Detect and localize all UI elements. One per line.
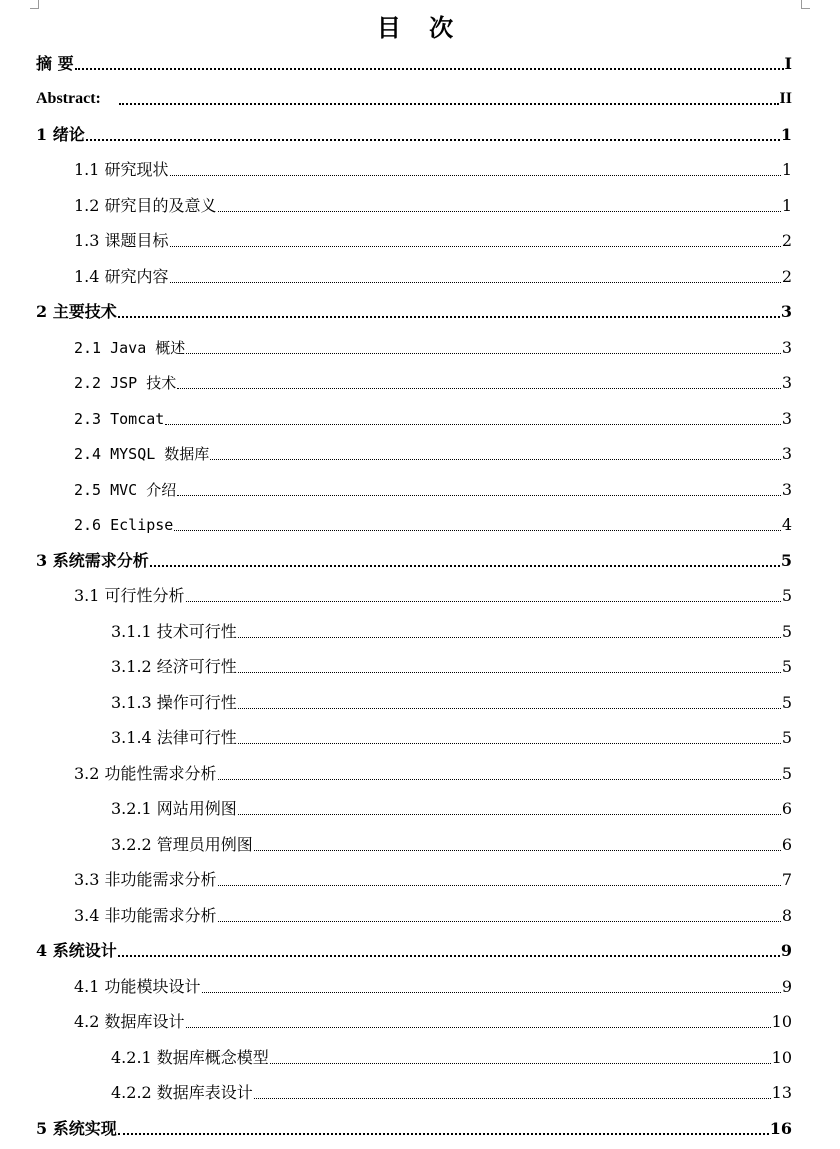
toc-entry[interactable] bbox=[74, 227, 792, 251]
dot-leader bbox=[202, 992, 781, 993]
dot-leader bbox=[86, 139, 780, 141]
toc-title: 目 次 bbox=[376, 13, 464, 42]
dot-leader bbox=[170, 246, 781, 247]
toc-entry-label: 3.3 非功能需求分析 bbox=[74, 870, 217, 889]
toc-entry-label: 4.2.2 数据库表设计 bbox=[111, 1083, 253, 1102]
toc-entry[interactable] bbox=[111, 1079, 792, 1103]
toc-entry-page: 9 bbox=[781, 977, 792, 996]
toc-entry[interactable] bbox=[74, 476, 792, 500]
toc-entry-label: 2.6 Eclipse bbox=[74, 516, 174, 534]
toc-entry-page: 3 bbox=[780, 302, 792, 321]
toc-entry[interactable] bbox=[111, 831, 792, 855]
toc-entry-label: 2 主要技术 bbox=[36, 302, 117, 321]
toc-entry-page: 9 bbox=[780, 941, 792, 960]
toc-entry-page: II bbox=[779, 90, 792, 107]
toc-entry[interactable] bbox=[36, 85, 792, 109]
toc-entry-page: 13 bbox=[771, 1083, 792, 1102]
dot-leader bbox=[186, 601, 781, 602]
toc-entry-page: 3 bbox=[781, 480, 792, 499]
toc-entry[interactable] bbox=[74, 760, 792, 784]
toc-entry-page: 5 bbox=[781, 657, 792, 676]
toc-entry-label: 4.2.1 数据库概念模型 bbox=[111, 1048, 269, 1067]
toc-entry-label: 4.1 功能模块设计 bbox=[74, 977, 201, 996]
toc-entry[interactable] bbox=[36, 937, 792, 961]
dot-leader bbox=[218, 885, 781, 886]
dot-leader bbox=[75, 68, 784, 70]
dot-leader bbox=[170, 282, 781, 283]
toc-entry[interactable] bbox=[36, 298, 792, 322]
dot-leader bbox=[118, 316, 780, 318]
dot-leader bbox=[270, 1063, 771, 1064]
toc-entry-label: 2.2 JSP 技术 bbox=[74, 374, 177, 392]
toc-entry-page: 8 bbox=[781, 906, 792, 925]
toc-entry-page: 7 bbox=[781, 870, 792, 889]
toc-entry-page: 1 bbox=[781, 196, 792, 215]
toc-entry[interactable] bbox=[74, 1008, 792, 1032]
toc-entry[interactable] bbox=[111, 724, 792, 748]
toc-entry-label: 4.2 数据库设计 bbox=[74, 1012, 185, 1031]
dot-leader bbox=[174, 530, 780, 531]
toc-entry-label: 1.1 研究现状 bbox=[74, 160, 169, 179]
toc-entry[interactable] bbox=[74, 582, 792, 606]
dot-leader bbox=[254, 1098, 771, 1099]
toc-entry[interactable] bbox=[36, 547, 792, 571]
toc-entry-page: 6 bbox=[781, 835, 792, 854]
toc-entry[interactable] bbox=[74, 334, 792, 358]
toc-entry-label: 2.3 Tomcat bbox=[74, 410, 165, 428]
dot-leader bbox=[170, 175, 781, 176]
toc-entry-page: 3 bbox=[781, 373, 792, 392]
toc-entry[interactable] bbox=[74, 440, 792, 464]
toc-entry[interactable] bbox=[111, 689, 792, 713]
toc-entry-label: 1 绪论 bbox=[36, 125, 85, 144]
toc-entry-page: 2 bbox=[781, 267, 792, 286]
toc-entry[interactable] bbox=[111, 653, 792, 677]
toc-entry-page: 5 bbox=[781, 764, 792, 783]
toc-entry-page: 1 bbox=[780, 125, 792, 144]
toc-entry[interactable] bbox=[74, 405, 792, 429]
toc-entry-label: 3.4 非功能需求分析 bbox=[74, 906, 217, 925]
toc-entry[interactable] bbox=[36, 1115, 792, 1139]
toc-entry-label: 1.4 研究内容 bbox=[74, 267, 169, 286]
toc-entry[interactable] bbox=[111, 795, 792, 819]
toc-entry-label: 3.1.1 技术可行性 bbox=[111, 622, 237, 641]
toc-entry[interactable] bbox=[74, 973, 792, 997]
toc-entry-page: 1 bbox=[781, 160, 792, 179]
toc-entry-page: 2 bbox=[781, 231, 792, 250]
toc-entry-page: 3 bbox=[781, 338, 792, 357]
toc-entry-label: 3.1.3 操作可行性 bbox=[111, 693, 237, 712]
toc-entry-label: 2.1 Java 概述 bbox=[74, 339, 186, 357]
toc-entry-page: 5 bbox=[781, 693, 792, 712]
toc-entry-page: 5 bbox=[780, 551, 792, 570]
dot-leader bbox=[210, 459, 781, 460]
dot-leader bbox=[118, 955, 780, 957]
toc-entry[interactable] bbox=[74, 263, 792, 287]
toc-entry-label: 3.1 可行性分析 bbox=[74, 586, 185, 605]
dot-leader bbox=[238, 672, 781, 673]
toc-entry[interactable] bbox=[74, 902, 792, 926]
dot-leader bbox=[218, 779, 781, 780]
toc-entry[interactable] bbox=[74, 511, 792, 535]
toc-entry-page: 3 bbox=[781, 444, 792, 463]
toc-entry-label: 2.4 MYSQL 数据库 bbox=[74, 445, 210, 463]
dot-leader bbox=[119, 103, 779, 105]
dot-leader bbox=[254, 850, 781, 851]
toc-entry-page: 5 bbox=[781, 622, 792, 641]
toc-entry[interactable] bbox=[111, 618, 792, 642]
toc-entry-label: 摘 要 bbox=[36, 54, 74, 73]
dot-leader bbox=[118, 1133, 769, 1135]
dot-leader bbox=[186, 1027, 771, 1028]
toc-entry[interactable] bbox=[74, 369, 792, 393]
toc-entry-page: 5 bbox=[781, 728, 792, 747]
dot-leader bbox=[177, 495, 781, 496]
dot-leader bbox=[238, 743, 781, 744]
toc-entry-label: 3.1.4 法律可行性 bbox=[111, 728, 237, 747]
toc-entry-page: 16 bbox=[769, 1119, 792, 1138]
toc-entry-page: 6 bbox=[781, 799, 792, 818]
dot-leader bbox=[218, 921, 781, 922]
toc-entry-label: Abstract: bbox=[36, 90, 101, 107]
toc-entry-label: 5 系统实现 bbox=[36, 1119, 117, 1138]
toc-entry[interactable] bbox=[74, 192, 792, 216]
dot-leader bbox=[238, 814, 781, 815]
toc-entry-page: 5 bbox=[781, 586, 792, 605]
dot-leader bbox=[186, 353, 781, 354]
toc-entry[interactable] bbox=[74, 156, 792, 180]
toc-entry[interactable] bbox=[36, 121, 792, 145]
toc-entry-label: 4 系统设计 bbox=[36, 941, 117, 960]
dot-leader bbox=[177, 388, 781, 389]
toc-entry-label: 3 系统需求分析 bbox=[36, 551, 149, 570]
toc-entry-page: 10 bbox=[771, 1012, 792, 1031]
toc-entry-page: 10 bbox=[771, 1048, 792, 1067]
toc-entry-label: 3.1.2 经济可行性 bbox=[111, 657, 237, 676]
toc-entry-page: 3 bbox=[781, 409, 792, 428]
toc-entry-label: 1.2 研究目的及意义 bbox=[74, 196, 217, 215]
toc-entry-label: 1.3 课题目标 bbox=[74, 231, 169, 250]
toc-entry-label: 3.2 功能性需求分析 bbox=[74, 764, 217, 783]
dot-leader bbox=[150, 565, 780, 567]
toc-entry-label: 3.2.2 管理员用例图 bbox=[111, 835, 253, 854]
toc-entry[interactable] bbox=[74, 866, 792, 890]
toc-entry[interactable] bbox=[36, 50, 792, 74]
dot-leader bbox=[238, 708, 781, 709]
toc-entry-label: 2.5 MVC 介绍 bbox=[74, 481, 177, 499]
toc-entry-label: 3.2.1 网站用例图 bbox=[111, 799, 237, 818]
dot-leader bbox=[165, 424, 781, 425]
toc-entry[interactable] bbox=[111, 1044, 792, 1068]
dot-leader bbox=[218, 211, 781, 212]
toc-entry-page: I bbox=[784, 54, 792, 73]
dot-leader bbox=[238, 637, 781, 638]
toc-entry-page: 4 bbox=[781, 515, 792, 534]
